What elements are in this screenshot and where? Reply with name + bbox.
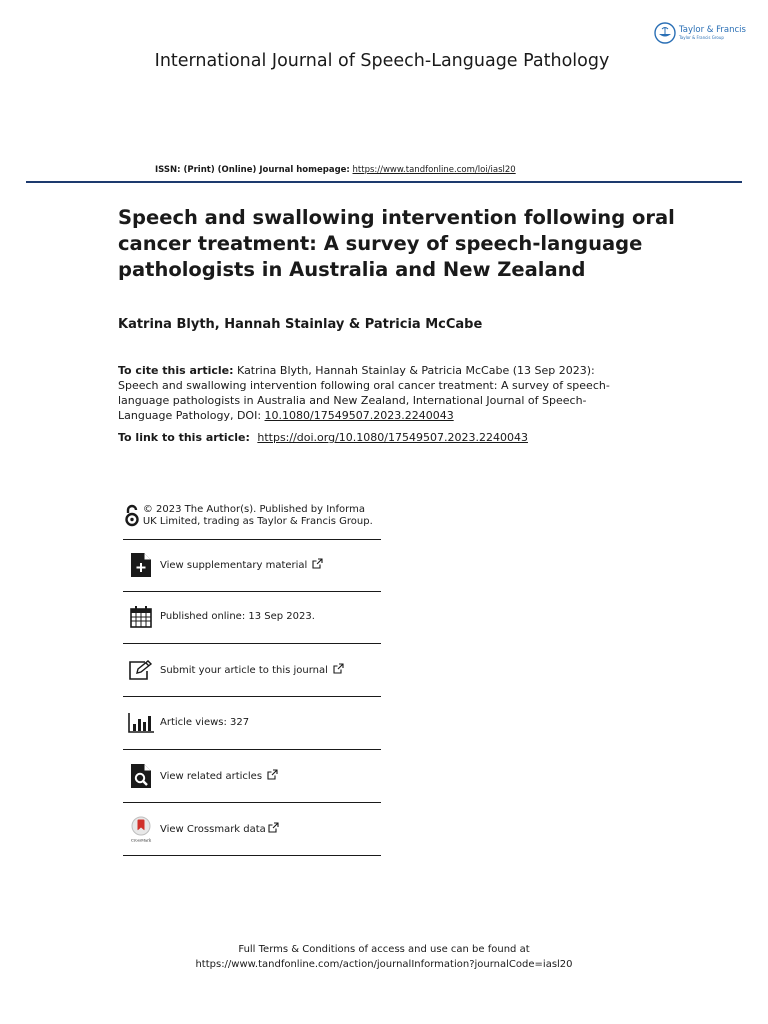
- views-row: [123, 696, 381, 750]
- terms-footer: [0, 942, 768, 972]
- edit-pencil-icon: [129, 660, 153, 680]
- published-row: [123, 591, 381, 644]
- article-doi-link[interactable]: https://doi.org/10.1080/17549507.2023.2240043: [257, 431, 528, 444]
- external-link-icon: [333, 663, 344, 674]
- journal-title: International Journal of Speech-Language Pathology: [154, 51, 610, 71]
- license-row: [123, 492, 381, 540]
- citation-doi-link[interactable]: 10.1080/17549507.2023.2240043: [264, 409, 454, 422]
- citation-block: [118, 363, 638, 423]
- publisher-name: Taylor & Francis: [679, 25, 746, 36]
- article-views: Article views: 327: [160, 716, 250, 728]
- related-search-icon: [131, 764, 151, 788]
- citation-text: Katrina Blyth, Hannah Stainlay & Patricia McCabe (13 Sep 2023): Speech and swallowing intervention following oral cancer treatment: A survey of speech-language pathologists in Australia and New Zealand, International Journal of Speech-Language Pathology, DOI:: [118, 364, 610, 422]
- crossmark-row[interactable]: [123, 802, 381, 856]
- supplementary-link[interactable]: View supplementary material: [160, 560, 308, 571]
- published-date: Published online: 13 Sep 2023.: [160, 611, 315, 622]
- issn-label: ISSN: (Print) (Online) Journal homepage:: [155, 165, 350, 175]
- related-row[interactable]: [123, 749, 381, 803]
- submit-article-link[interactable]: Submit your article to this journal: [160, 664, 328, 676]
- terms-url[interactable]: https://www.tandfonline.com/action/journalInformation?journalCode=iasl20: [195, 959, 573, 970]
- bar-chart-icon: [128, 713, 154, 733]
- calendar-icon: [130, 606, 152, 628]
- header-rule: [26, 181, 742, 183]
- crossmark-link[interactable]: View Crossmark data: [160, 823, 266, 835]
- external-link-icon: [312, 558, 323, 569]
- issn-line: [155, 165, 516, 175]
- article-authors: Katrina Blyth, Hannah Stainlay & Patricia McCabe: [118, 317, 483, 332]
- taylor-francis-logo-icon: [654, 22, 676, 44]
- article-link-line: [118, 431, 528, 444]
- license-text: © 2023 The Author(s). Published by Informa UK Limited, trading as Taylor & Francis Group.: [142, 503, 373, 527]
- supplementary-row[interactable]: [123, 539, 381, 592]
- article-link-label: To link to this article:: [118, 431, 250, 444]
- article-title: Speech and swallowing intervention following oral cancer treatment: A survey of speech-language pathologists in Australia and New Zealand: [118, 206, 675, 281]
- open-access-icon: [123, 504, 141, 528]
- submit-row[interactable]: [123, 643, 381, 697]
- crossmark-badge-icon: [127, 815, 155, 843]
- crossmark-badge-label: CrossMark: [130, 838, 152, 842]
- external-link-icon: [267, 769, 278, 780]
- publisher-group: Taylor & Francis Group: [679, 34, 724, 40]
- journal-homepage-link[interactable]: https://www.tandfonline.com/loi/iasl20: [352, 165, 516, 175]
- citation-label: To cite this article:: [118, 364, 234, 377]
- supplementary-file-icon: [131, 553, 151, 577]
- related-articles-link[interactable]: View related articles: [160, 770, 263, 782]
- external-link-icon: [268, 822, 279, 833]
- publisher-logo: [654, 22, 746, 44]
- terms-line: Full Terms & Conditions of access and use can be found at: [238, 944, 530, 955]
